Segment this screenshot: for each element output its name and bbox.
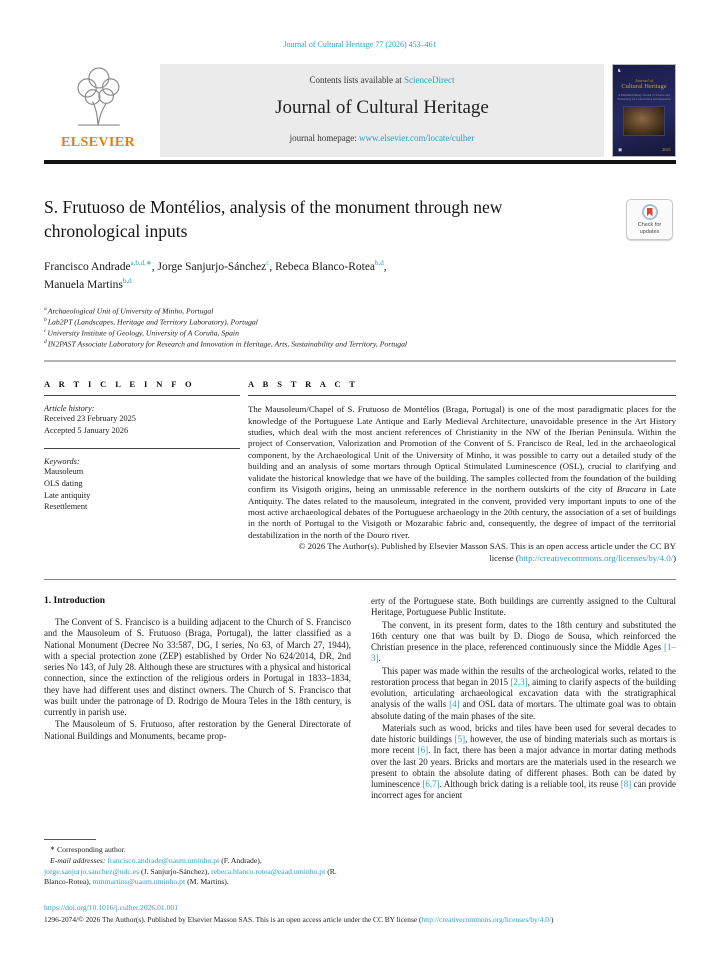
masthead: [44, 64, 676, 157]
email-link[interactable]: francisco.andrade@uaum.uminho.pt: [107, 855, 220, 865]
citation-ref[interactable]: [8]: [620, 779, 632, 790]
email-owner: (J. Sanjurjo-Sánchez),: [139, 866, 212, 876]
author-name: , Jorge Sanjurjo-Sánchez: [151, 261, 267, 274]
citation-ref[interactable]: [5]: [454, 734, 466, 745]
affiliation: [44, 339, 676, 350]
paragraph-segment: , aiming to clarify aspects of the building evolution, articulating archaeological excavation data with the stratigraphical analysis of the walls: [371, 676, 676, 710]
author-name: Francisco Andrade: [44, 261, 131, 274]
citation-ref[interactable]: [6]: [417, 745, 429, 756]
email-link[interactable]: rebeca.blanco.rotea@eaad.uminho.pt: [211, 866, 326, 876]
contents-prefix-text: Contents lists available at: [309, 75, 404, 85]
paragraph: erty of the Portuguese state. Both buildings are currently assigned to the Cultural Heritage, Portuguese Public Institute.: [371, 596, 676, 618]
paragraph-segment: and OSL data of mortars. The ultimate goal was to obtain absolute dating of the main phases of the site.: [371, 699, 676, 721]
abstract-italic-term: Bracara: [616, 484, 647, 495]
check-for-updates-badge[interactable]: [626, 199, 673, 240]
author-name: , Rebeca Blanco-Rotea: [269, 261, 376, 274]
copyright-line: © 2026 The Author(s). Published by Elsevier Masson SAS. This is an open access article under the CC BY: [298, 541, 676, 552]
keyword-item: Late antiquity: [44, 490, 91, 500]
contents-line: [160, 75, 604, 85]
author-name: Manuela Martins: [44, 279, 123, 292]
keywords-label: Keywords:: [44, 457, 80, 467]
footnote-star: ∗: [50, 846, 56, 852]
email-link[interactable]: jorge.sanjurjo.sanchez@udc.es: [44, 866, 140, 876]
section-divider: [44, 360, 676, 362]
affiliation: [44, 317, 676, 328]
journal-citation: [44, 40, 676, 49]
sciencedirect-link[interactable]: ScienceDirect: [404, 75, 455, 85]
paragraph-segment: This paper was made within the results of the archeological works, related to the restoration process that began in 2015: [371, 665, 676, 687]
citation-ref[interactable]: [4]: [449, 699, 460, 710]
paragraph-segment: .: [378, 653, 381, 664]
affiliation-sup: b: [44, 317, 47, 324]
paragraph-segment: Materials such as wood, bricks and tiles have been used for several decades to date historic buildings: [371, 722, 676, 745]
author-line-2: [44, 276, 676, 294]
cover-publisher-icon: ▣: [618, 147, 623, 152]
license-prefix: license (: [489, 552, 519, 563]
homepage-line: [160, 133, 604, 143]
introduction-heading: 1. Introduction: [44, 596, 106, 607]
abstract-text: [248, 404, 676, 541]
paragraph: The Convent of S. Francisco is a building adjacent to the Church of S. Francisco and the Mausoleum of S. Frutuoso (Braga, Portugal), the latter classified as a National Monument (Decree No 33:587, DG, I series, No 63, of March 27, 1944), with a special protection zone (ZEP) established by Order No 624/2014, DR, 2nd series No 143, of July 28. Although these are structures with a physical and historical connection, since the extinction of the religious orders in Portugal in 1833–1834, they have had different uses and distinct owners. The Church of S. Francisco that was built under the patronage of D. Rodrigo de Moura Teles in the 18th century, is currently in parish use.: [44, 617, 351, 718]
paragraph-segment: The convent, in its present form, dates to the 18th century and substituted the 16th century one that was built by D. Diogo de Sousa, which reinforced the Christian presence in the place, referenced continuously since the Middle Ages: [371, 619, 676, 653]
body-column-right: [371, 596, 676, 888]
journal-banner: [160, 64, 604, 157]
article-title: S. Frutuoso de Montélios, analysis of the monument through new chronological inputs: [44, 197, 503, 241]
author-affil-sup[interactable]: c: [266, 259, 270, 268]
abstract-column: [248, 379, 676, 564]
meta-section: [44, 379, 676, 564]
email-addresses: [44, 856, 351, 888]
history-item: Accepted 5 January 2026: [44, 425, 129, 435]
cover-title: Cultural Heritage: [621, 83, 667, 90]
license-line: [248, 553, 676, 564]
affiliation-sup: a: [44, 306, 47, 313]
check-for-updates-label: Check for updates: [637, 222, 662, 235]
citation-ref[interactable]: [6,7]: [422, 779, 440, 790]
page-footer: [44, 903, 676, 924]
citation-ref[interactable]: [2,3]: [510, 676, 528, 687]
author-affil-sup[interactable]: a,b,d,∗: [130, 259, 152, 268]
keyword-item: Resettlement: [44, 502, 88, 512]
body-column-left: [44, 596, 351, 888]
keyword-item: OLS dating: [44, 479, 83, 489]
cover-emblem-icon: ♞: [617, 69, 622, 74]
elsevier-logo[interactable]: [44, 64, 152, 157]
affiliation-text: University Institute of Geology, University of A Coruña, Spain: [47, 328, 239, 338]
history-label: Article history:: [44, 404, 95, 414]
email-owner: (R. Blanco-Rotea),: [44, 866, 337, 887]
history-item: Received 23 February 2025: [44, 414, 136, 424]
license-suffix: ): [673, 552, 676, 563]
email-label: E-mail addresses:: [50, 855, 106, 865]
footnote-block: [44, 839, 351, 888]
issn-line: [44, 915, 676, 924]
paragraph-segment: can provide incorrect ages for ancient: [371, 779, 677, 801]
rule: [44, 395, 240, 396]
homepage-prefix-text: journal homepage:: [289, 133, 360, 143]
title-row: [44, 196, 676, 243]
abstract-segment: The Mausoleum/Chapel of S. Frutuoso de Montélios (Braga, Portugal) is one of the most paradigmatic places for the knowledge of the Portuguese Late Antique and Early Medieval Architecture, unavoidable presence in the Art History studies, which deal with the most ancient references of Christianity in the NW of the Iberian Peninsula. Within the project of Conservation, Valorization and Promotion of the Convent of S. Francisco de Real, led in the archaeological component, by the Archaeological Unit of the University of Minho, it was possible to carry out a detailed study of the building and an analysis of some mortars through Optical Stimulated Luminescence (OSL), crucial to clarifying and validate the historical knowledge that we have of the building. The samples collected from the foundation of the building confirm its Visigoth origins, being an unmissable reference in the northern outskirts of the city of: [248, 404, 676, 495]
affiliation-text: Lab2PT (Landscapes, Heritage and Territory Laboratory), Portugal: [47, 317, 258, 327]
cover-year: 2021: [662, 147, 671, 152]
paragraph: [371, 620, 676, 665]
cover-title-top: Journal of: [634, 78, 654, 83]
elsevier-wordmark: ELSEVIER: [60, 135, 135, 150]
author-separator: ,: [383, 261, 387, 274]
paragraph-segment: . Although brick dating is a reliable tool, its reuse: [439, 779, 621, 790]
corresponding-author-note: [44, 845, 351, 856]
abstract-heading: A B S T R A C T: [248, 379, 359, 390]
footer-license-link[interactable]: http://creativecommons.org/licenses/by/4.0/: [421, 915, 552, 925]
email-owner: (F. Andrade),: [219, 855, 262, 865]
affiliation-sup: c: [44, 328, 47, 335]
affiliation-text: Archaeological Unit of University of Minho, Portugal: [47, 306, 214, 316]
author-list: [44, 258, 676, 294]
journal-cover-thumbnail[interactable]: [612, 64, 676, 157]
affiliation: [44, 306, 676, 317]
article-info-column: [44, 379, 240, 564]
citation-ref[interactable]: [1–3]: [371, 642, 676, 664]
journal-citation-link[interactable]: Journal of Cultural Heritage 77 (2026) 453–461: [283, 40, 437, 49]
affiliation: [44, 328, 676, 339]
footnote-rule: [44, 839, 96, 840]
paragraph: [371, 666, 676, 722]
body-columns: [44, 596, 676, 888]
email-owner: (M. Martins).: [185, 877, 229, 887]
crossmark-icon: [642, 204, 658, 220]
abstract-body-divider: [44, 579, 676, 580]
corresponding-text: Corresponding author.: [57, 845, 126, 854]
doi-line: [44, 903, 676, 912]
rule: [44, 448, 240, 449]
keyword-item: Mausoleum: [44, 467, 84, 477]
affiliation-sup: d: [44, 339, 47, 346]
paragraph: The Mausoleum of S. Frutuoso, after restoration by the General Directorate of National Buildings and Monuments, became prop-: [44, 719, 351, 741]
abstract-segment: in Late Antiquity. The dates related to the mausoleum, integrated in the convent, provided very important inputs to one of the most active archaeological debates of the Portuguese archaeology in the 20th century, the association of a set of buildings in the north of Portugal to the Visigoth or Mozarabic fabric and, consequently, the degree of impact of the territorial destabilization in the north of the Douro river.: [248, 484, 676, 540]
article-info-heading: A R T I C L E I N F O: [44, 379, 196, 390]
journal-homepage-link[interactable]: www.elsevier.com/locate/culher: [359, 133, 475, 143]
license-link[interactable]: http://creativecommons.org/licenses/by/4.0/: [518, 552, 674, 563]
affiliation-list: [44, 306, 676, 350]
cover-painting-image: [623, 106, 665, 136]
affiliation-text: IN2PAST Associate Laboratory for Research and Innovation in Heritage, Arts, Sustainability and Territory, Portugal: [47, 339, 408, 349]
paragraph-segment: . In fact, there has been a major advance in mortar dating methods over the last 20 years. Bricks and mortars are the materials used in the research we present to obtain the absolute dating of different phases. Both can be dated by luminescence: [371, 745, 676, 790]
issn-text: 1296-2074/© 2026 The Author(s). Published by Elsevier Masson SAS. This is an open access article under the CC BY license (: [44, 915, 422, 925]
email-link[interactable]: mmmartins@uaum.uminho.pt: [92, 877, 186, 887]
bookmark-ribbon-icon: [647, 208, 653, 217]
doi-link[interactable]: https://doi.org/10.1016/j.culher.2026.01.001: [44, 903, 179, 913]
journal-title: Journal of Cultural Heritage: [275, 97, 489, 118]
elsevier-tree-icon: [69, 65, 127, 129]
header-divider-bar: [44, 160, 676, 164]
cover-subtitle: A Multidisciplinary Journal of Science and Technology for Conservation and Awareness: [617, 93, 671, 102]
author-affil-sup[interactable]: b,d: [122, 277, 132, 286]
paragraph-segment: , however, the use of binding materials such as mortars is more recent: [371, 734, 676, 756]
author-line-1: [44, 258, 676, 276]
paragraph: [371, 723, 676, 802]
author-affil-sup[interactable]: b,d: [375, 259, 384, 268]
issn-suffix: ): [551, 915, 554, 925]
rule: [248, 395, 676, 396]
